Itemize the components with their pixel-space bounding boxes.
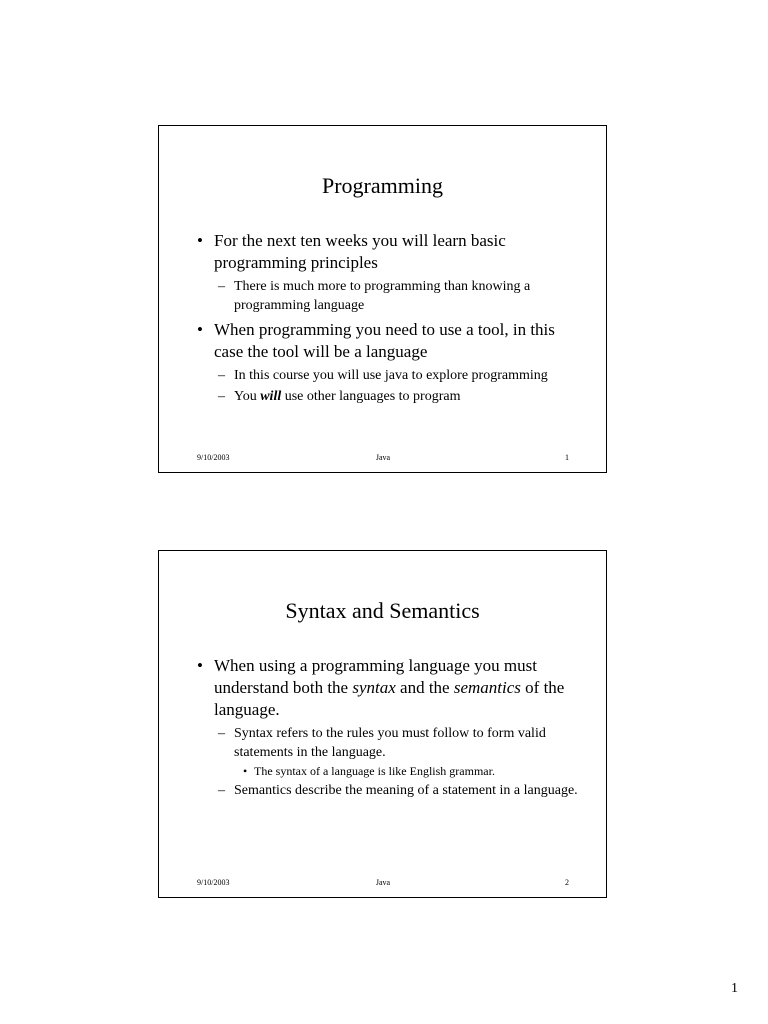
dash-icon: – [218, 726, 225, 741]
bullet-text-start: When using a programming language you must understand both the [214, 656, 537, 697]
emphasis-text: will [260, 389, 282, 404]
bullet-text: When programming you need to use a tool, in this case the tool will be a language [214, 320, 555, 361]
sub-bullet-text: Syntax refers to the rules you must follow to form valid statements in the language. [234, 726, 546, 760]
sub-bullet-text-end: use other languages to program [281, 389, 461, 404]
slide-1 [158, 125, 607, 473]
footer-title: Java [375, 453, 391, 462]
sub-sub-bullet-item [197, 763, 588, 779]
slide-number: 1 [565, 453, 569, 462]
sub-bullet-text: In this course you will use java to explore programming [234, 368, 548, 383]
footer-date: 9/10/2003 [197, 453, 230, 462]
dash-icon: – [218, 368, 225, 383]
page-number: 1 [731, 981, 738, 996]
bullet-text: For the next ten weeks you will learn basic programming principles [214, 231, 506, 272]
bullet-dot-icon: • [197, 231, 203, 250]
footer-title: Java [375, 878, 391, 887]
slide-title: Syntax and Semantics [285, 598, 480, 623]
slide-2 [158, 550, 607, 898]
slide-number: 2 [565, 878, 569, 887]
sub-bullet-item [197, 277, 588, 315]
bullet-dot-icon: • [243, 764, 248, 778]
sub-bullet-text: There is much more to programming than knowing a programming language [234, 279, 531, 313]
emphasis-syntax: syntax [352, 678, 396, 697]
dash-icon: – [218, 389, 225, 404]
bullet-text-end: of the language. [214, 678, 565, 719]
bullet-text-mid: and the [395, 678, 454, 697]
sub-bullet-text: Semantics describe the meaning of a statement in a language. [234, 783, 578, 798]
sub-bullet-text-start: You [234, 389, 261, 404]
bullet-list [197, 655, 588, 801]
dash-icon: – [218, 783, 225, 798]
slide-title: Programming [322, 173, 443, 198]
footer-date: 9/10/2003 [197, 878, 230, 887]
bullet-item [197, 230, 588, 274]
bullet-dot-icon: • [197, 320, 203, 339]
bullet-list [197, 230, 588, 407]
bullet-item [197, 655, 588, 721]
sub-bullet-item [197, 781, 588, 800]
sub-bullet-item [197, 387, 588, 406]
dash-icon: – [218, 279, 225, 294]
bullet-item [197, 319, 588, 363]
bullet-dot-icon: • [197, 656, 203, 675]
sub-bullet-item [197, 724, 588, 762]
sub-sub-bullet-text: The syntax of a language is like English grammar. [254, 764, 495, 778]
sub-bullet-item [197, 366, 588, 385]
emphasis-semantics: semantics [453, 678, 521, 697]
